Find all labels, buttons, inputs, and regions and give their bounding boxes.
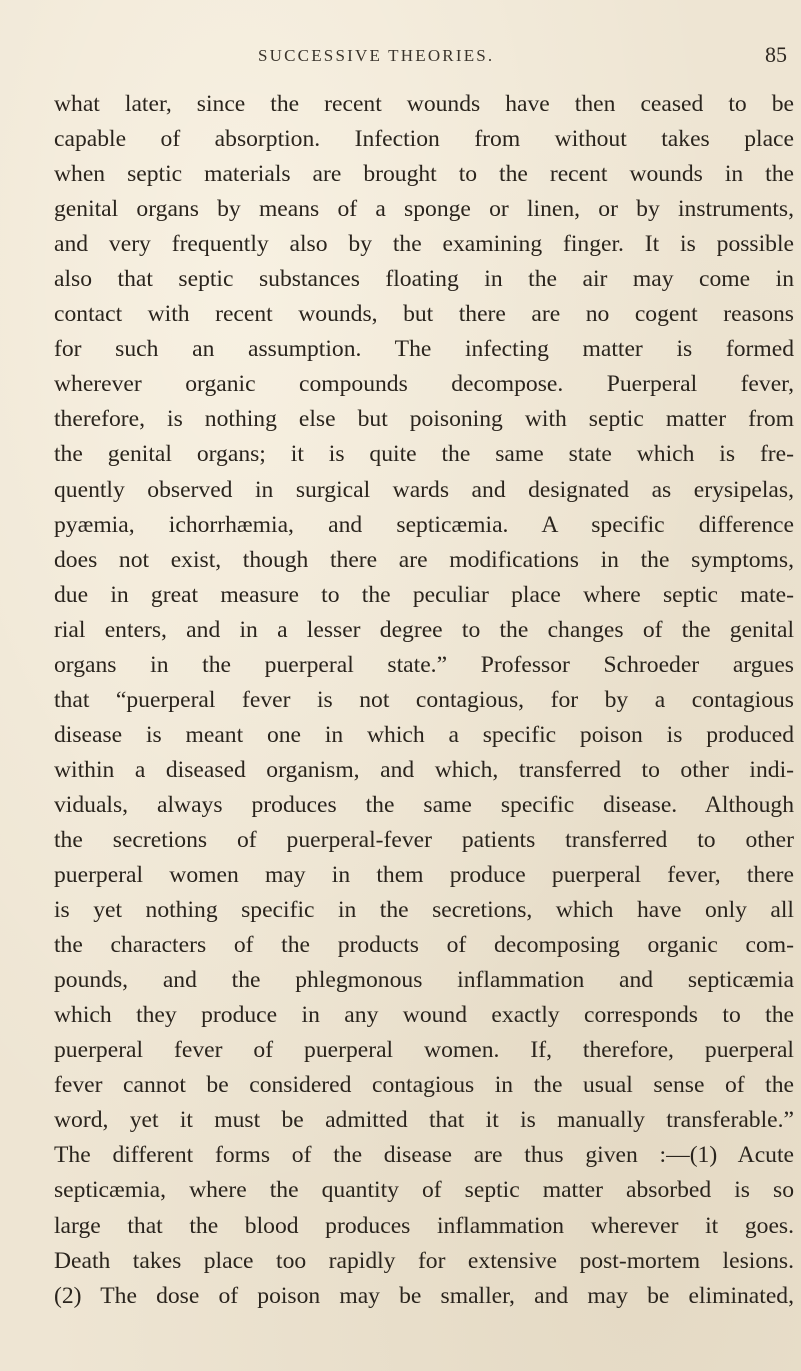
- text-line: what later, since the recent wounds have then ceased to be: [54, 91, 794, 117]
- text-line: the characters of the products of decomposing organic com-: [54, 932, 794, 959]
- text-line: and very frequently also by the examining finger. It is possible: [54, 231, 794, 258]
- text-line: puerperal fever of puerperal women. If, therefore, puerperal: [54, 1037, 794, 1064]
- text-line: which they produce in any wound exactly corresponds to the: [54, 1002, 794, 1029]
- text-line: The different forms of the disease are thus given :—(1) Acute: [54, 1142, 794, 1169]
- text-line: that “puerperal fever is not contagious, for by a contagious: [54, 686, 794, 713]
- text-line: also that septic substances floating in the air may come in: [54, 266, 794, 293]
- text-line: genital organs by means of a sponge or linen, or by instruments,: [54, 196, 794, 223]
- text-line: rial enters, and in a lesser degree to the changes of the genital: [54, 616, 794, 643]
- text-line: puerperal women may in them produce puerperal fever, there: [54, 862, 794, 889]
- text-line: Death takes place too rapidly for extensive post-mortem lesions.: [54, 1247, 794, 1274]
- text-line: (2) The dose of poison may be smaller, and may be eliminated,: [54, 1282, 794, 1309]
- text-line: septicæmia, where the quantity of septic matter absorbed is so: [54, 1177, 794, 1204]
- text-line: therefore, is nothing else but poisoning with septic matter from: [54, 406, 794, 433]
- running-head-title: SUCCESSIVE THEORIES.: [258, 46, 495, 65]
- text-line: pyæmia, ichorrhæmia, and septicæmia. A specific difference: [54, 511, 794, 538]
- text-line: capable of absorption. Infection from without takes place: [54, 126, 794, 153]
- text-line: pounds, and the phlegmonous inflammation and septicæmia: [54, 967, 794, 994]
- page-number: 85: [765, 42, 787, 67]
- text-line: contact with recent wounds, but there are no cogent reasons: [54, 301, 794, 328]
- text-line: viduals, always produces the same specific disease. Although: [54, 791, 794, 818]
- running-head: [0, 44, 801, 74]
- text-line: fever cannot be considered contagious in the usual sense of the: [54, 1072, 794, 1099]
- text-line: the genital organs; it is quite the same state which is fre-: [54, 441, 794, 468]
- text-line: wherever organic compounds decompose. Puerperal fever,: [54, 371, 794, 398]
- text-line: is yet nothing specific in the secretions, which have only all: [54, 897, 794, 924]
- text-line: does not exist, though there are modifications in the symptoms,: [54, 546, 794, 573]
- text-line: the secretions of puerperal-fever patients transferred to other: [54, 826, 794, 853]
- text-line: word, yet it must be admitted that it is manually transferable.”: [54, 1107, 794, 1134]
- body-text: [54, 87, 794, 1314]
- text-line: large that the blood produces inflammation wherever it goes.: [54, 1212, 794, 1239]
- text-line: for such an assumption. The infecting matter is formed: [54, 336, 794, 363]
- text-line: organs in the puerperal state.” Professor Schroeder argues: [54, 651, 794, 678]
- text-line: within a diseased organism, and which, transferred to other indi-: [54, 756, 794, 783]
- text-line: due in great measure to the peculiar place where septic mate-: [54, 581, 794, 608]
- text-line: quently observed in surgical wards and designated as erysipelas,: [54, 476, 794, 503]
- text-line: disease is meant one in which a specific poison is produced: [54, 721, 794, 748]
- text-line: when septic materials are brought to the recent wounds in the: [54, 161, 794, 188]
